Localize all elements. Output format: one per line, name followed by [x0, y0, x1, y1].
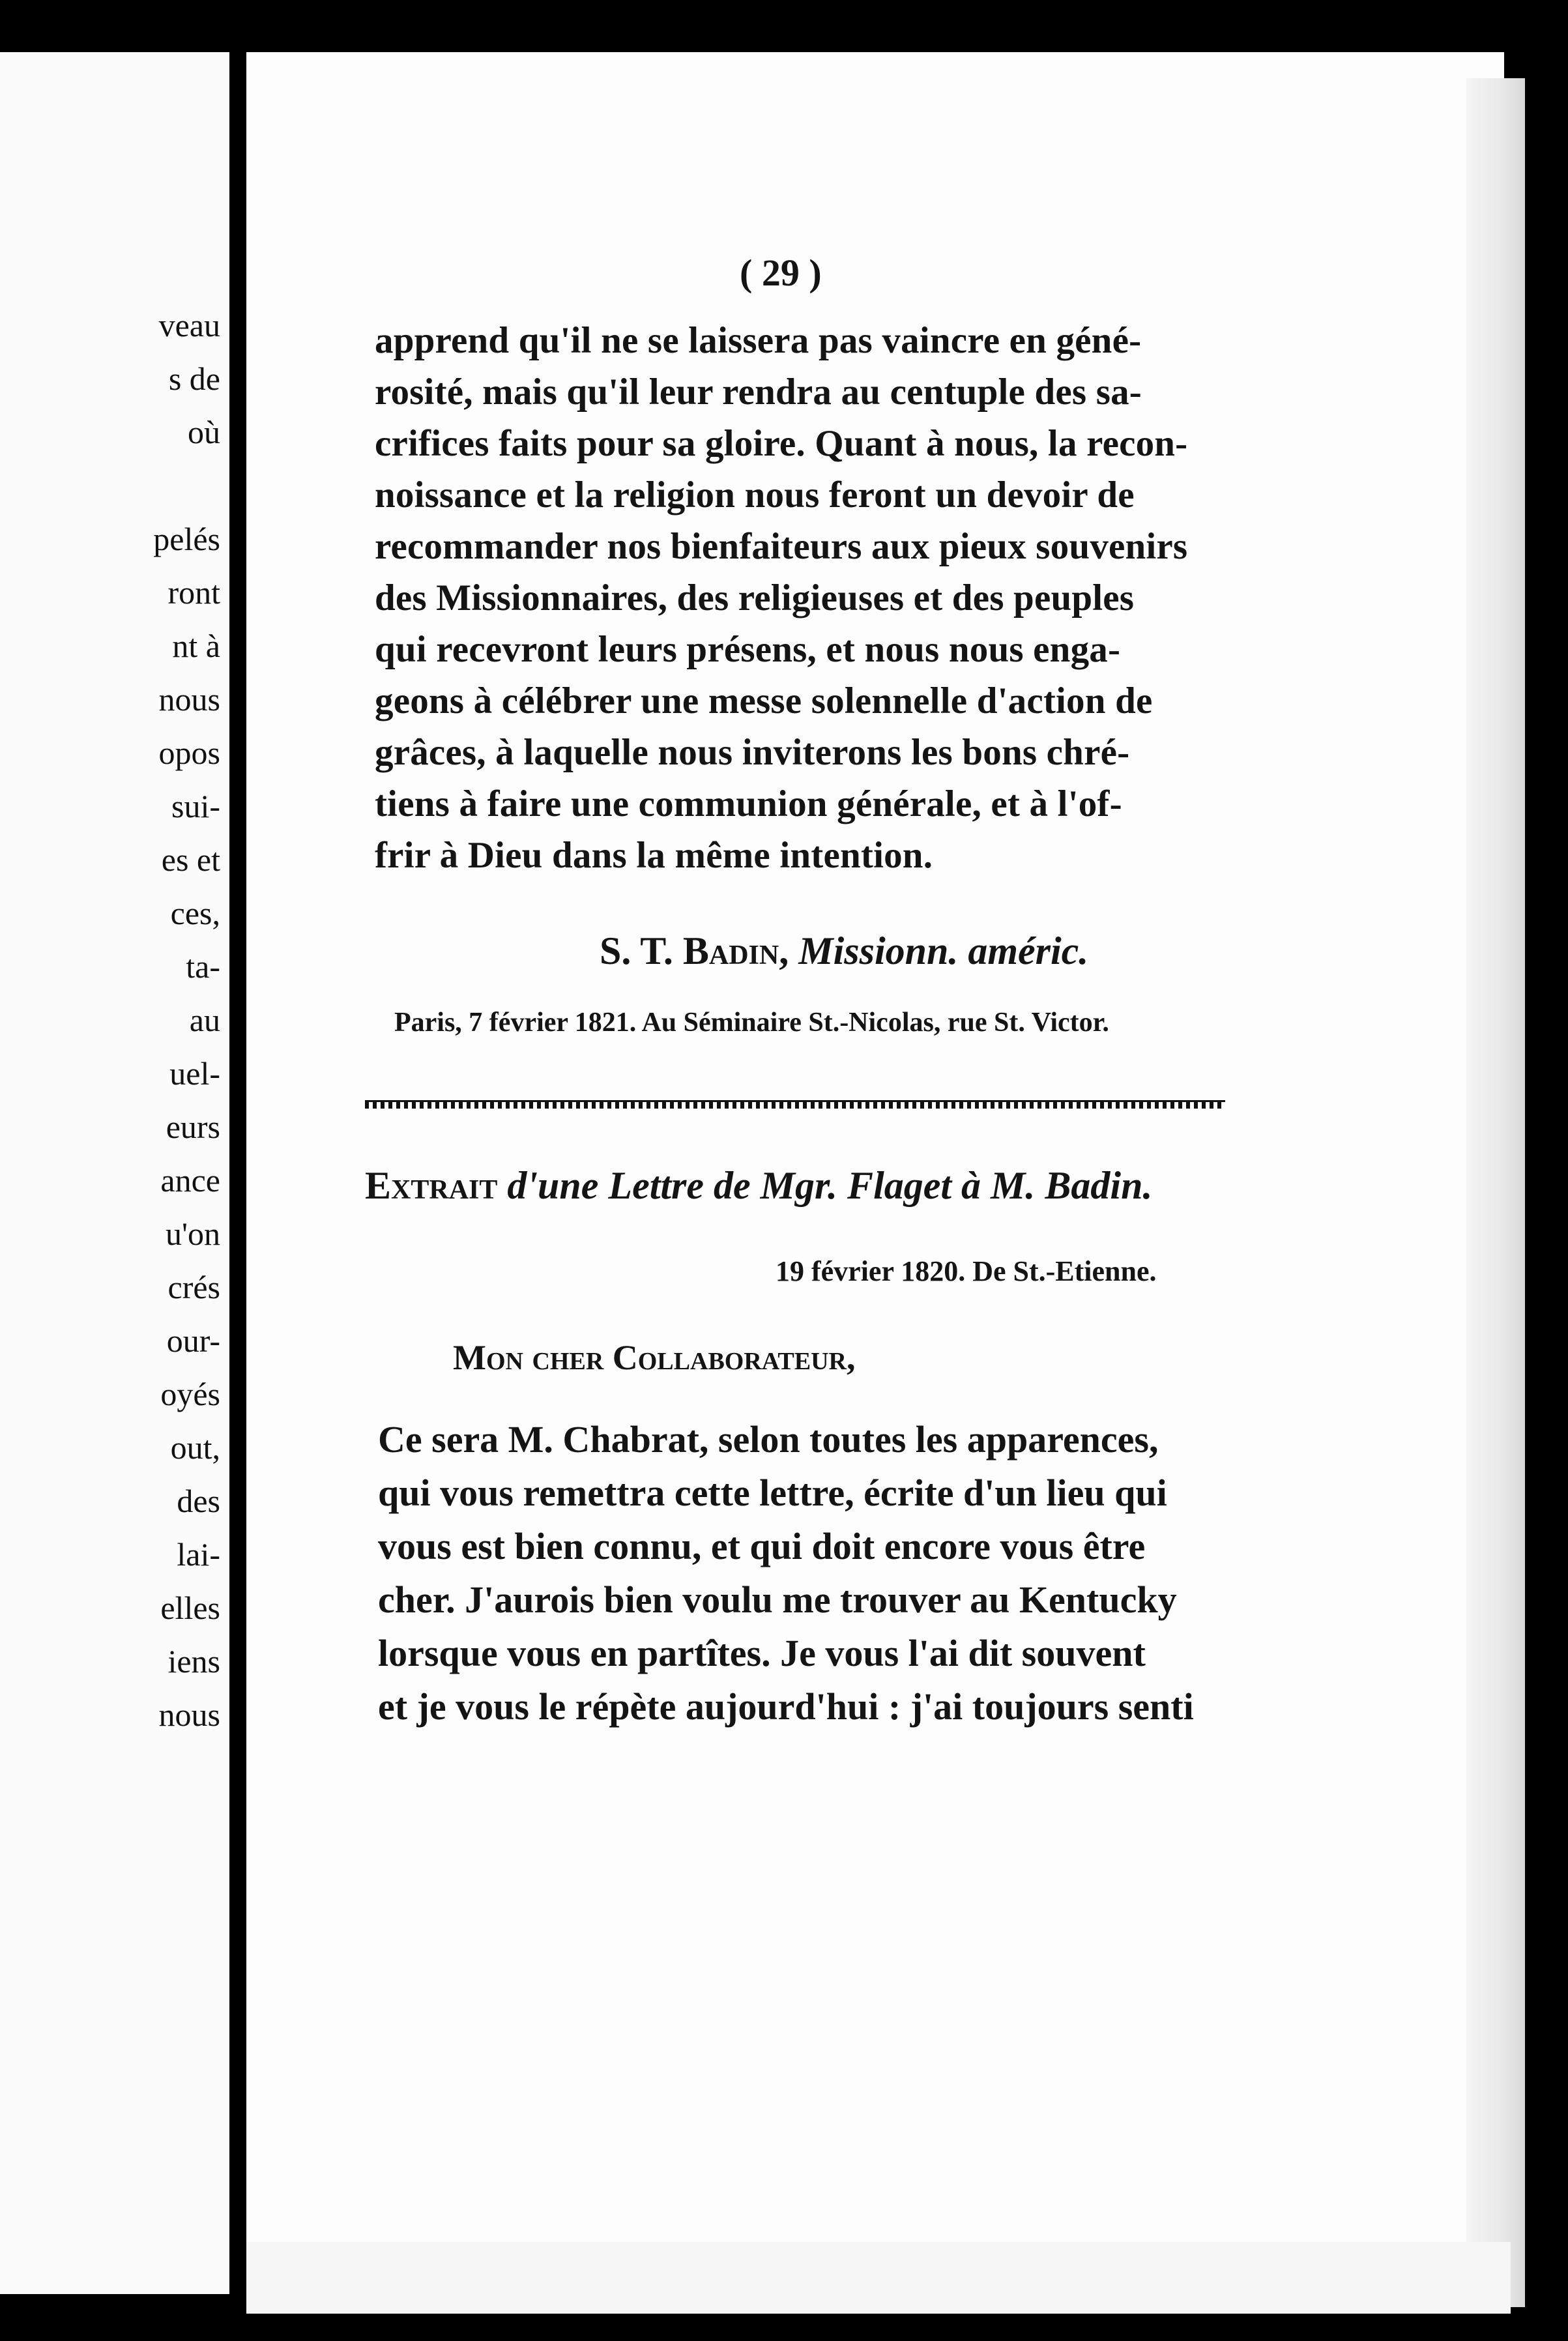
letter-line: vous est bien connu, et qui doit encore vous être	[378, 1525, 1146, 1567]
paragraph-line: grâces, à laquelle nous inviterons les bons chré-	[375, 732, 1130, 773]
paragraph-line: rosité, mais qu'il leur rendra au centuple des sa-	[375, 371, 1142, 413]
paragraph-line: recommander nos bienfaiteurs aux pieux souvenirs	[375, 526, 1188, 567]
letter-line: lorsque vous en partîtes. Je vous l'ai dit souvent	[378, 1632, 1146, 1674]
left-page-fragment: sui-	[171, 788, 220, 824]
paragraph-line: tiens à faire une communion générale, et à l'of-	[375, 783, 1122, 824]
letter-line: qui vous remettra cette lettre, écrite d'un lieu qui	[378, 1472, 1167, 1514]
left-page-fragment: ront	[167, 574, 220, 611]
left-page-fragment: oyés	[160, 1376, 220, 1412]
left-page-fragment: lai-	[177, 1536, 220, 1573]
page-number: ( 29 )	[740, 252, 822, 294]
left-page-fragment: opos	[158, 734, 220, 771]
paragraph-line: des Missionnaires, des religieuses et des peuples	[375, 577, 1135, 618]
page-bottom-edge	[246, 2242, 1511, 2314]
left-page-fragment: ta-	[186, 948, 220, 985]
left-facing-page	[0, 52, 229, 2294]
salutation: Mon cher Collaborateur,	[453, 1338, 856, 1377]
left-page-fragment: u'on	[165, 1215, 220, 1252]
left-page-fragment: des	[177, 1483, 220, 1519]
left-page-fragment: elles	[160, 1590, 220, 1626]
letter-line: Ce sera M. Chabrat, selon toutes les apparences,	[378, 1418, 1159, 1461]
left-page-fragment: out,	[170, 1429, 220, 1466]
paragraph-line: qui recevront leurs présens, et nous nous enga-	[375, 629, 1121, 670]
left-page-fragment: pelés	[153, 521, 220, 557]
signature-title: Missionn. améric.	[798, 929, 1089, 972]
left-page-fragment: nt à	[172, 628, 220, 664]
section-divider	[365, 1100, 1225, 1109]
left-page-fragment: crés	[167, 1269, 220, 1305]
left-page-fragment: où	[188, 414, 220, 450]
left-page-fragment: eurs	[166, 1109, 220, 1145]
left-page-fragment: nous	[158, 681, 220, 718]
letter-line: cher. J'aurois bien voulu me trouver au Kentucky	[378, 1578, 1177, 1621]
paragraph-line: geons à célébrer une messe solennelle d'action de	[375, 680, 1153, 721]
left-page-fragment: au	[189, 1002, 220, 1038]
left-page-fragment: ance	[160, 1162, 220, 1199]
signature-separator: ,	[779, 929, 799, 972]
left-page-fragment: veau	[158, 307, 220, 343]
paragraph-line: frir à Dieu dans la même intention.	[375, 835, 933, 876]
dateline: Paris, 7 février 1821. Au Séminaire St.-Nicolas, rue St. Victor.	[394, 1008, 1109, 1038]
signature	[600, 929, 1088, 974]
heading-rest: d'une Lettre de Mgr. Flaget à M. Badin.	[497, 1164, 1153, 1207]
signature-name: S. T. Badin	[600, 929, 779, 972]
left-page-fragment: iens	[167, 1643, 220, 1679]
left-page-fragment: our-	[166, 1322, 220, 1359]
paragraph-line: apprend qu'il ne se laissera pas vaincre en géné-	[375, 320, 1142, 361]
book-gutter	[229, 46, 246, 2301]
paragraph-line: noissance et la religion nous feront un devoir de	[375, 474, 1135, 516]
heading-lead: Extrait	[365, 1164, 498, 1207]
left-page-fragment: uel-	[169, 1055, 220, 1092]
letter-date: 19 février 1820. De St.-Etienne.	[776, 1255, 1157, 1287]
page-edge	[1466, 78, 1525, 2307]
letter-line: et je vous le répète aujourd'hui : j'ai toujours senti	[378, 1685, 1194, 1728]
left-page-fragment: nous	[158, 1696, 220, 1733]
left-page-fragment: ces,	[170, 895, 220, 931]
left-page-fragment: s de	[168, 360, 220, 397]
left-page-fragment: es et	[161, 841, 220, 878]
paragraph-line: crifices faits pour sa gloire. Quant à nous, la recon-	[375, 423, 1188, 464]
section-heading	[365, 1163, 1152, 1208]
